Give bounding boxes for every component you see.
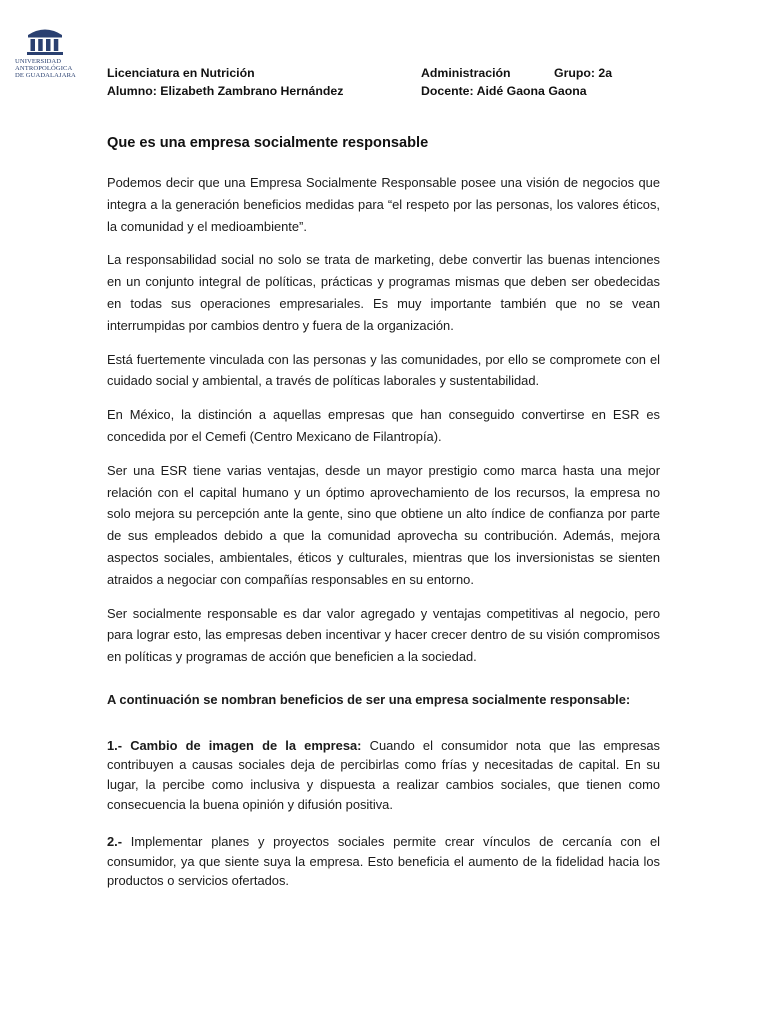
paragraph: En México, la distinción a aquellas empresas que han conseguido convertirse en ESR es concedida por el Cemefi (Centro Mexicano de Filantropía). bbox=[107, 407, 660, 444]
program-name: Licenciatura en Nutrición bbox=[107, 66, 255, 80]
logo-line-2: ANTROPOLÓGICA bbox=[15, 65, 73, 73]
header-row-1 bbox=[107, 64, 667, 82]
paragraph: Ser socialmente responsable es dar valor agregado y ventajas competitivas al negocio, pero para lograr esto, las empresas deben incentivar y hacer crecer dentro de su visión compromisos en políticas y programas de acción que beneficien a la sociedad. bbox=[107, 605, 660, 665]
benefit-lead: 2.- bbox=[107, 834, 123, 850]
document-title: Que es una empresa socialmente responsable bbox=[107, 135, 429, 151]
header-row-2 bbox=[107, 82, 667, 100]
teacher-name: Docente: Aidé Gaona Gaona bbox=[421, 84, 587, 98]
university-logo bbox=[15, 26, 77, 80]
logo-line-1: UNIVERSIDAD bbox=[15, 58, 62, 65]
university-name bbox=[15, 58, 77, 80]
benefit-item bbox=[107, 832, 660, 891]
document-header bbox=[107, 64, 667, 100]
subject-name: Administración bbox=[421, 66, 511, 80]
group-label: Grupo: 2a bbox=[554, 66, 613, 80]
benefit-lead: 1.- Cambio de imagen de la empresa: bbox=[107, 737, 362, 753]
paragraph: Ser una ESR tiene varias ventajas, desde un mayor prestigio como marca hasta una mejor relación con el capital humano y un óptimo aprovechamiento de los recursos, la empresa no solo mejora su percepción ante la gente, sino que obtiene un alto índice de confianza por parte de sus empleados debido a que la comunidad aprovecha su contribución. Además, mejora aspectos sociales, ambientales, éticos y culturales, mientras que los inversionistas se sienten atraidos a negociar con compañías responsables en su entorno. bbox=[107, 462, 660, 587]
student-name: Alumno: Elizabeth Zambrano Hernández bbox=[107, 84, 344, 98]
benefit-text: Cuando el consumidor nota que las empresas contribuyen a causas sociales deja de percibirlas como frías y necesitadas de capital. En su lugar, la percibe como inclusiva y dispuesta a realizar cambios sociales, que tienen como consecuencia la buena opinión y difusión positiva. bbox=[107, 737, 661, 812]
benefits-intro: A continuación se nombran beneficios de ser una empresa socialmente responsable: bbox=[107, 691, 631, 707]
paragraph: Está fuertemente vinculada con las personas y las comunidades, por ello se compromete con el cuidado social y ambiental, a través de políticas laborales y sustentabilidad. bbox=[107, 351, 660, 389]
logo-line-3: DE GUADALAJARA bbox=[15, 72, 76, 80]
benefit-item bbox=[107, 736, 660, 814]
document-body bbox=[107, 172, 660, 903]
paragraph: Podemos decir que una Empresa Socialmente Responsable posee una visión de negocios que integra a la generación beneficios medidas para “el respeto por las personas, los valores éticos, la comunidad y el medioambiente”. bbox=[107, 175, 660, 234]
paragraph: La responsabilidad social no solo se trata de marketing, debe convertir las buenas intenciones en un conjunto integral de políticas, prácticas y programas mismas que deben ser obedecidas en todas sus operaciones empresariales. Es muy importante también que no se vean interrumpidas por cambios dentro y fuera de la organización. bbox=[107, 252, 660, 333]
university-building-icon bbox=[26, 26, 64, 56]
benefit-text: Implementar planes y proyectos sociales permite crear vínculos de cercanía con el consumidor, ya que siente suya la empresa. Esto beneficia el aumento de la fidelidad hacia los productos o servicios ofertados. bbox=[107, 834, 660, 889]
